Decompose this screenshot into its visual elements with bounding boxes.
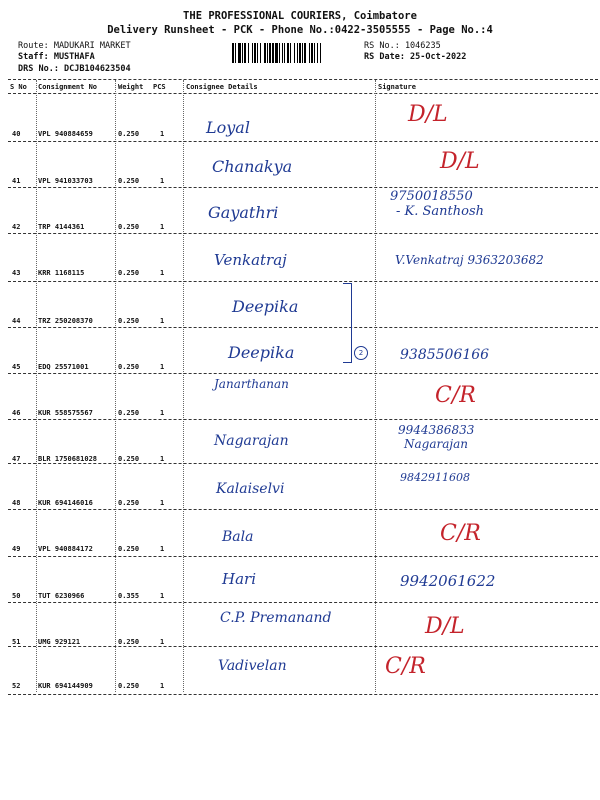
cell-consignment-no: BLR 1750681028 [38, 455, 98, 463]
cell-signature: C/R [435, 383, 476, 408]
table-row [0, 463, 600, 509]
cell-pcs: 1 [160, 317, 165, 325]
cell-consignee: Vadivelan [218, 658, 287, 674]
cell-pcs: 1 [160, 363, 165, 371]
cell-pcs: 1 [160, 592, 165, 600]
cell-weight: 0.250 [118, 363, 140, 371]
cell-consignee: C.P. Premanand [220, 610, 332, 626]
cell-pcs: 1 [160, 455, 165, 463]
cell-weight: 0.250 [118, 317, 140, 325]
cell-signature: 9750018550 [390, 189, 473, 204]
cell-consignment-no: VPL 940884172 [38, 545, 93, 553]
cell-consignment-no: EDQ 25571001 [38, 363, 89, 371]
cell-signature: V.Venkatraj 9363203682 [395, 253, 544, 267]
cell-weight: 0.250 [118, 177, 140, 185]
col-header-signature: Signature [378, 83, 416, 91]
cell-consignee: Venkatraj [214, 251, 287, 269]
cell-sno: 50 [12, 592, 21, 600]
cell-weight: 0.250 [118, 223, 140, 231]
table-row [0, 141, 600, 187]
drs-number: DRS No.: DCJB104623504 [18, 64, 131, 74]
cell-sno: 43 [12, 269, 21, 277]
rs-date: RS Date: 25-Oct-2022 [364, 52, 467, 62]
table-row [0, 94, 600, 141]
col-header-weight: Weight [118, 83, 144, 91]
cell-consignment-no: KUR 694144909 [38, 682, 93, 690]
cell-signature: D/L [408, 102, 448, 127]
cell-weight: 0.250 [118, 499, 140, 507]
company-title: THE PROFESSIONAL COURIERS, Coimbatore [183, 10, 417, 22]
rs-number: RS No.: 1046235 [364, 41, 441, 51]
cell-pcs: 1 [160, 177, 165, 185]
cell-consignee: Janarthanan [214, 377, 289, 391]
col-header-sno: S No [10, 83, 27, 91]
row-divider [8, 694, 598, 695]
cell-signature-secondary: Nagarajan [404, 437, 468, 451]
circled-mark: 2 [354, 346, 368, 360]
cell-signature: 9385506166 [400, 347, 490, 363]
cell-consignment-no: TUT 6230966 [38, 592, 85, 600]
cell-sno: 40 [12, 130, 21, 138]
cell-weight: 0.250 [118, 638, 140, 646]
cell-consignment-no: VPL 941033703 [38, 177, 93, 185]
staff-label: Staff: MUSTHAFA [18, 52, 95, 62]
col-header-consignment: Consignment No [38, 83, 98, 91]
cell-sno: 41 [12, 177, 21, 185]
cell-signature: D/L [425, 614, 465, 639]
cell-sno: 47 [12, 455, 21, 463]
route-label: Route: MADUKARI MARKET [18, 41, 131, 51]
table-row [0, 373, 600, 419]
cell-consignment-no: UMG 929121 [38, 638, 81, 646]
cell-weight: 0.250 [118, 409, 140, 417]
cell-consignee: Kalaiselvi [216, 481, 285, 497]
cell-sno: 51 [12, 638, 21, 646]
cell-signature: D/L [440, 149, 480, 174]
cell-consignment-no: KUR 558575567 [38, 409, 93, 417]
cell-sno: 45 [12, 363, 21, 371]
cell-weight: 0.355 [118, 592, 140, 600]
table-row [0, 233, 600, 281]
cell-weight: 0.250 [118, 682, 140, 690]
cell-sno: 44 [12, 317, 21, 325]
cell-pcs: 1 [160, 130, 165, 138]
cell-consignee: Deepika [232, 297, 299, 316]
cell-consignee: Hari [222, 570, 256, 588]
grouping-bracket [343, 283, 352, 363]
cell-consignee: Deepika [228, 343, 295, 362]
cell-consignee: Nagarajan [214, 433, 289, 449]
cell-pcs: 1 [160, 269, 165, 277]
cell-sno: 42 [12, 223, 21, 231]
cell-pcs: 1 [160, 499, 165, 507]
col-header-consignee: Consignee Details [186, 83, 258, 91]
table-row [0, 509, 600, 556]
cell-consignee: Bala [222, 529, 254, 545]
table-row [0, 556, 600, 602]
cell-consignment-no: TRZ 250208370 [38, 317, 93, 325]
cell-signature: C/R [385, 654, 426, 679]
cell-signature-secondary: - K. Santhosh [396, 204, 484, 219]
cell-sno: 52 [12, 682, 21, 690]
table-row [0, 602, 600, 646]
barcode [232, 43, 358, 63]
cell-signature: C/R [440, 521, 481, 546]
cell-sno: 48 [12, 499, 21, 507]
table-row [0, 187, 600, 233]
cell-consignee: Gayathri [208, 203, 279, 222]
cell-weight: 0.250 [118, 455, 140, 463]
table-row [0, 281, 600, 327]
cell-consignee: Chanakya [212, 157, 293, 176]
cell-signature: 9842911608 [400, 471, 470, 484]
cell-signature: 9942061622 [400, 572, 496, 590]
cell-pcs: 1 [160, 638, 165, 646]
cell-consignment-no: KUR 694146016 [38, 499, 93, 507]
col-header-pcs: PCS [153, 83, 166, 91]
table-row [0, 419, 600, 463]
cell-consignment-no: VPL 940884659 [38, 130, 93, 138]
cell-weight: 0.250 [118, 130, 140, 138]
cell-pcs: 1 [160, 545, 165, 553]
table-row [0, 646, 600, 694]
cell-pcs: 1 [160, 223, 165, 231]
table-row [0, 327, 600, 373]
cell-pcs: 1 [160, 409, 165, 417]
cell-consignee: Loyal [206, 118, 250, 137]
cell-consignment-no: TRP 4144361 [38, 223, 85, 231]
table-top-rule [8, 79, 598, 80]
cell-consignment-no: KRR 1168115 [38, 269, 85, 277]
runsheet-title: Delivery Runsheet - PCK - Phone No.:0422-3505555 - Page No.:4 [107, 24, 493, 36]
cell-pcs: 1 [160, 682, 165, 690]
cell-sno: 49 [12, 545, 21, 553]
cell-weight: 0.250 [118, 545, 140, 553]
cell-signature: 9944386833 [398, 423, 475, 437]
cell-sno: 46 [12, 409, 21, 417]
cell-weight: 0.250 [118, 269, 140, 277]
